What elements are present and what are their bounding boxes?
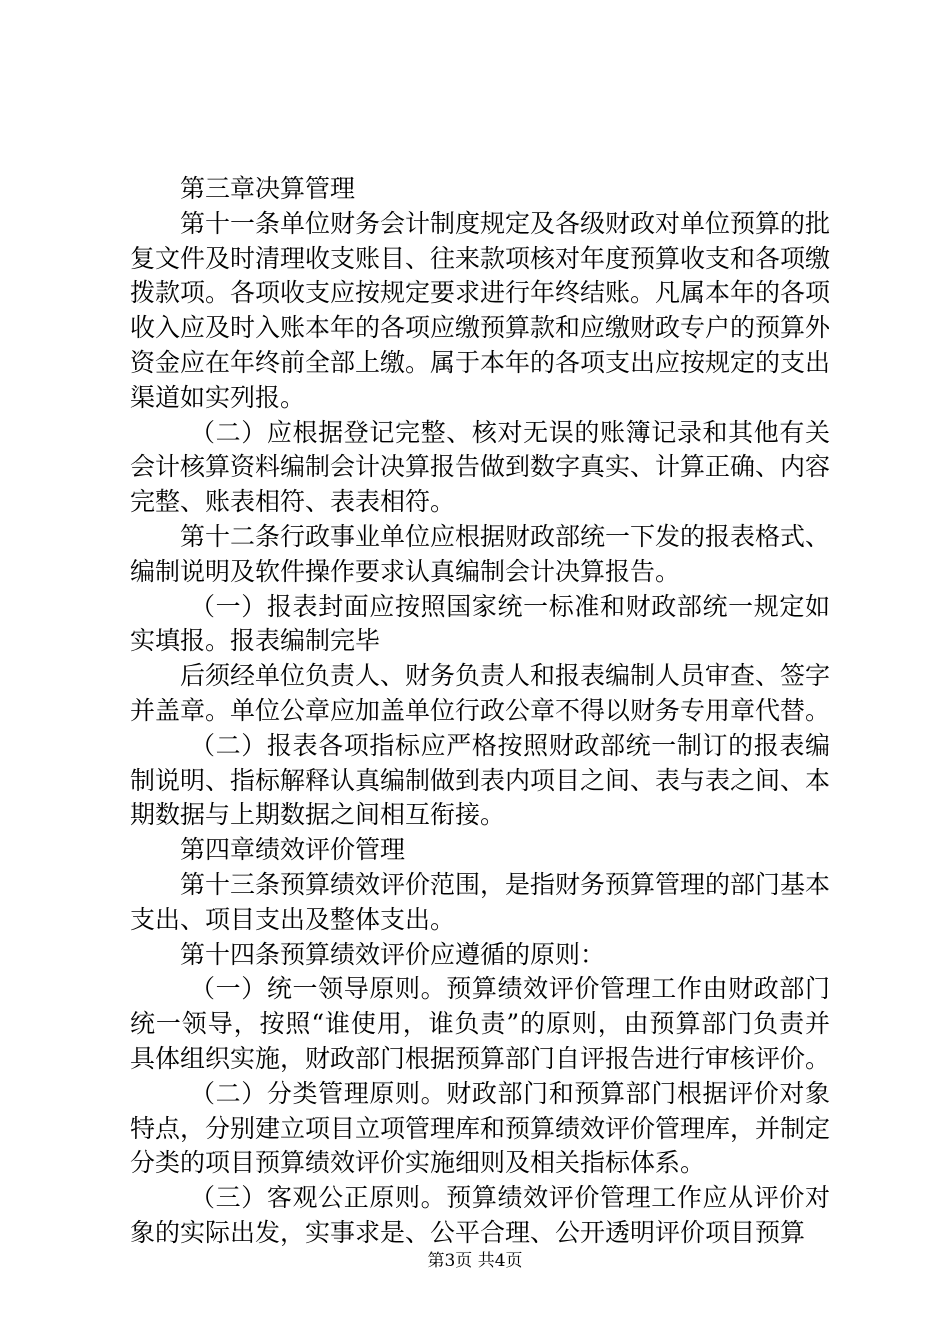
article-12-item-2: （二）报表各项指标应严格按照财政部统一制订的报表编制说明、指标解释认真编制做到表内项目之间、表与表之间、本期数据与上期数据之间相互衔接。: [130, 730, 831, 830]
chapter-heading-4: 第四章绩效评价管理: [180, 835, 406, 865]
article-14-item-1: （一）统一领导原则。预算绩效评价管理工作由财政部门统一领导，按照“谁使用，谁负责”的原则，由预算部门负责并具体组织实施，财政部门根据预算部门自评报告进行审核评价。: [130, 974, 831, 1073]
article-14-item-3: （三）客观公正原则。预算绩效评价管理工作应从评价对象的实际出发，实事求是、公平合理、公开透明评价项目预算: [130, 1183, 830, 1247]
article-12: 第十二条行政事业单位应根据财政部统一下发的报表格式、编制说明及软件操作要求认真编制会计决算报告。: [130, 521, 831, 586]
article-13: 第十三条预算绩效评价范围，是指财务预算管理的部门基本支出、项目支出及整体支出。: [130, 869, 831, 934]
article-11: 第十一条单位财务会计制度规定及各级财政对单位预算的批复文件及时清理收支账目、往来款项核对年度预算收支和各项缴拨款项。各项收支应按规定要求进行年终结账。凡属本年的各项收入应及时入账本年的各项应缴预算款和应缴财政专户的预算外资金应在年终前全部上缴。属于本年的各项支出应按规定的支出渠道如实列报。: [130, 208, 831, 412]
article-12-item-1: （一）报表封面应按照国家统一标准和财政部统一规定如实填报。报表编制完毕: [130, 591, 830, 656]
page-number-footer: 第3页 共4页: [427, 1251, 523, 1271]
article-12-item-1-continued: 后须经单位负责人、财务负责人和报表编制人员审查、签字并盖章。单位公章应加盖单位行政公章不得以财务专用章代替。: [130, 661, 831, 725]
chapter-heading-3: 第三章决算管理: [180, 174, 356, 203]
article-14: 第十四条预算绩效评价应遵循的原则：: [180, 939, 606, 969]
article-11-item-2: （二）应根据登记完整、核对无误的账簿记录和其他有关会计核算资料编制会计决算报告做到数字真实、计算正确、内容完整、账表相符、表表相符。: [130, 417, 831, 517]
article-14-item-2: （二）分类管理原则。财政部门和预算部门根据评价对象特点，分别建立项目立项管理库和预算绩效评价管理库，并制定分类的项目预算绩效评价实施细则及相关指标体系。: [130, 1078, 831, 1178]
document-body: [130, 172, 830, 1251]
